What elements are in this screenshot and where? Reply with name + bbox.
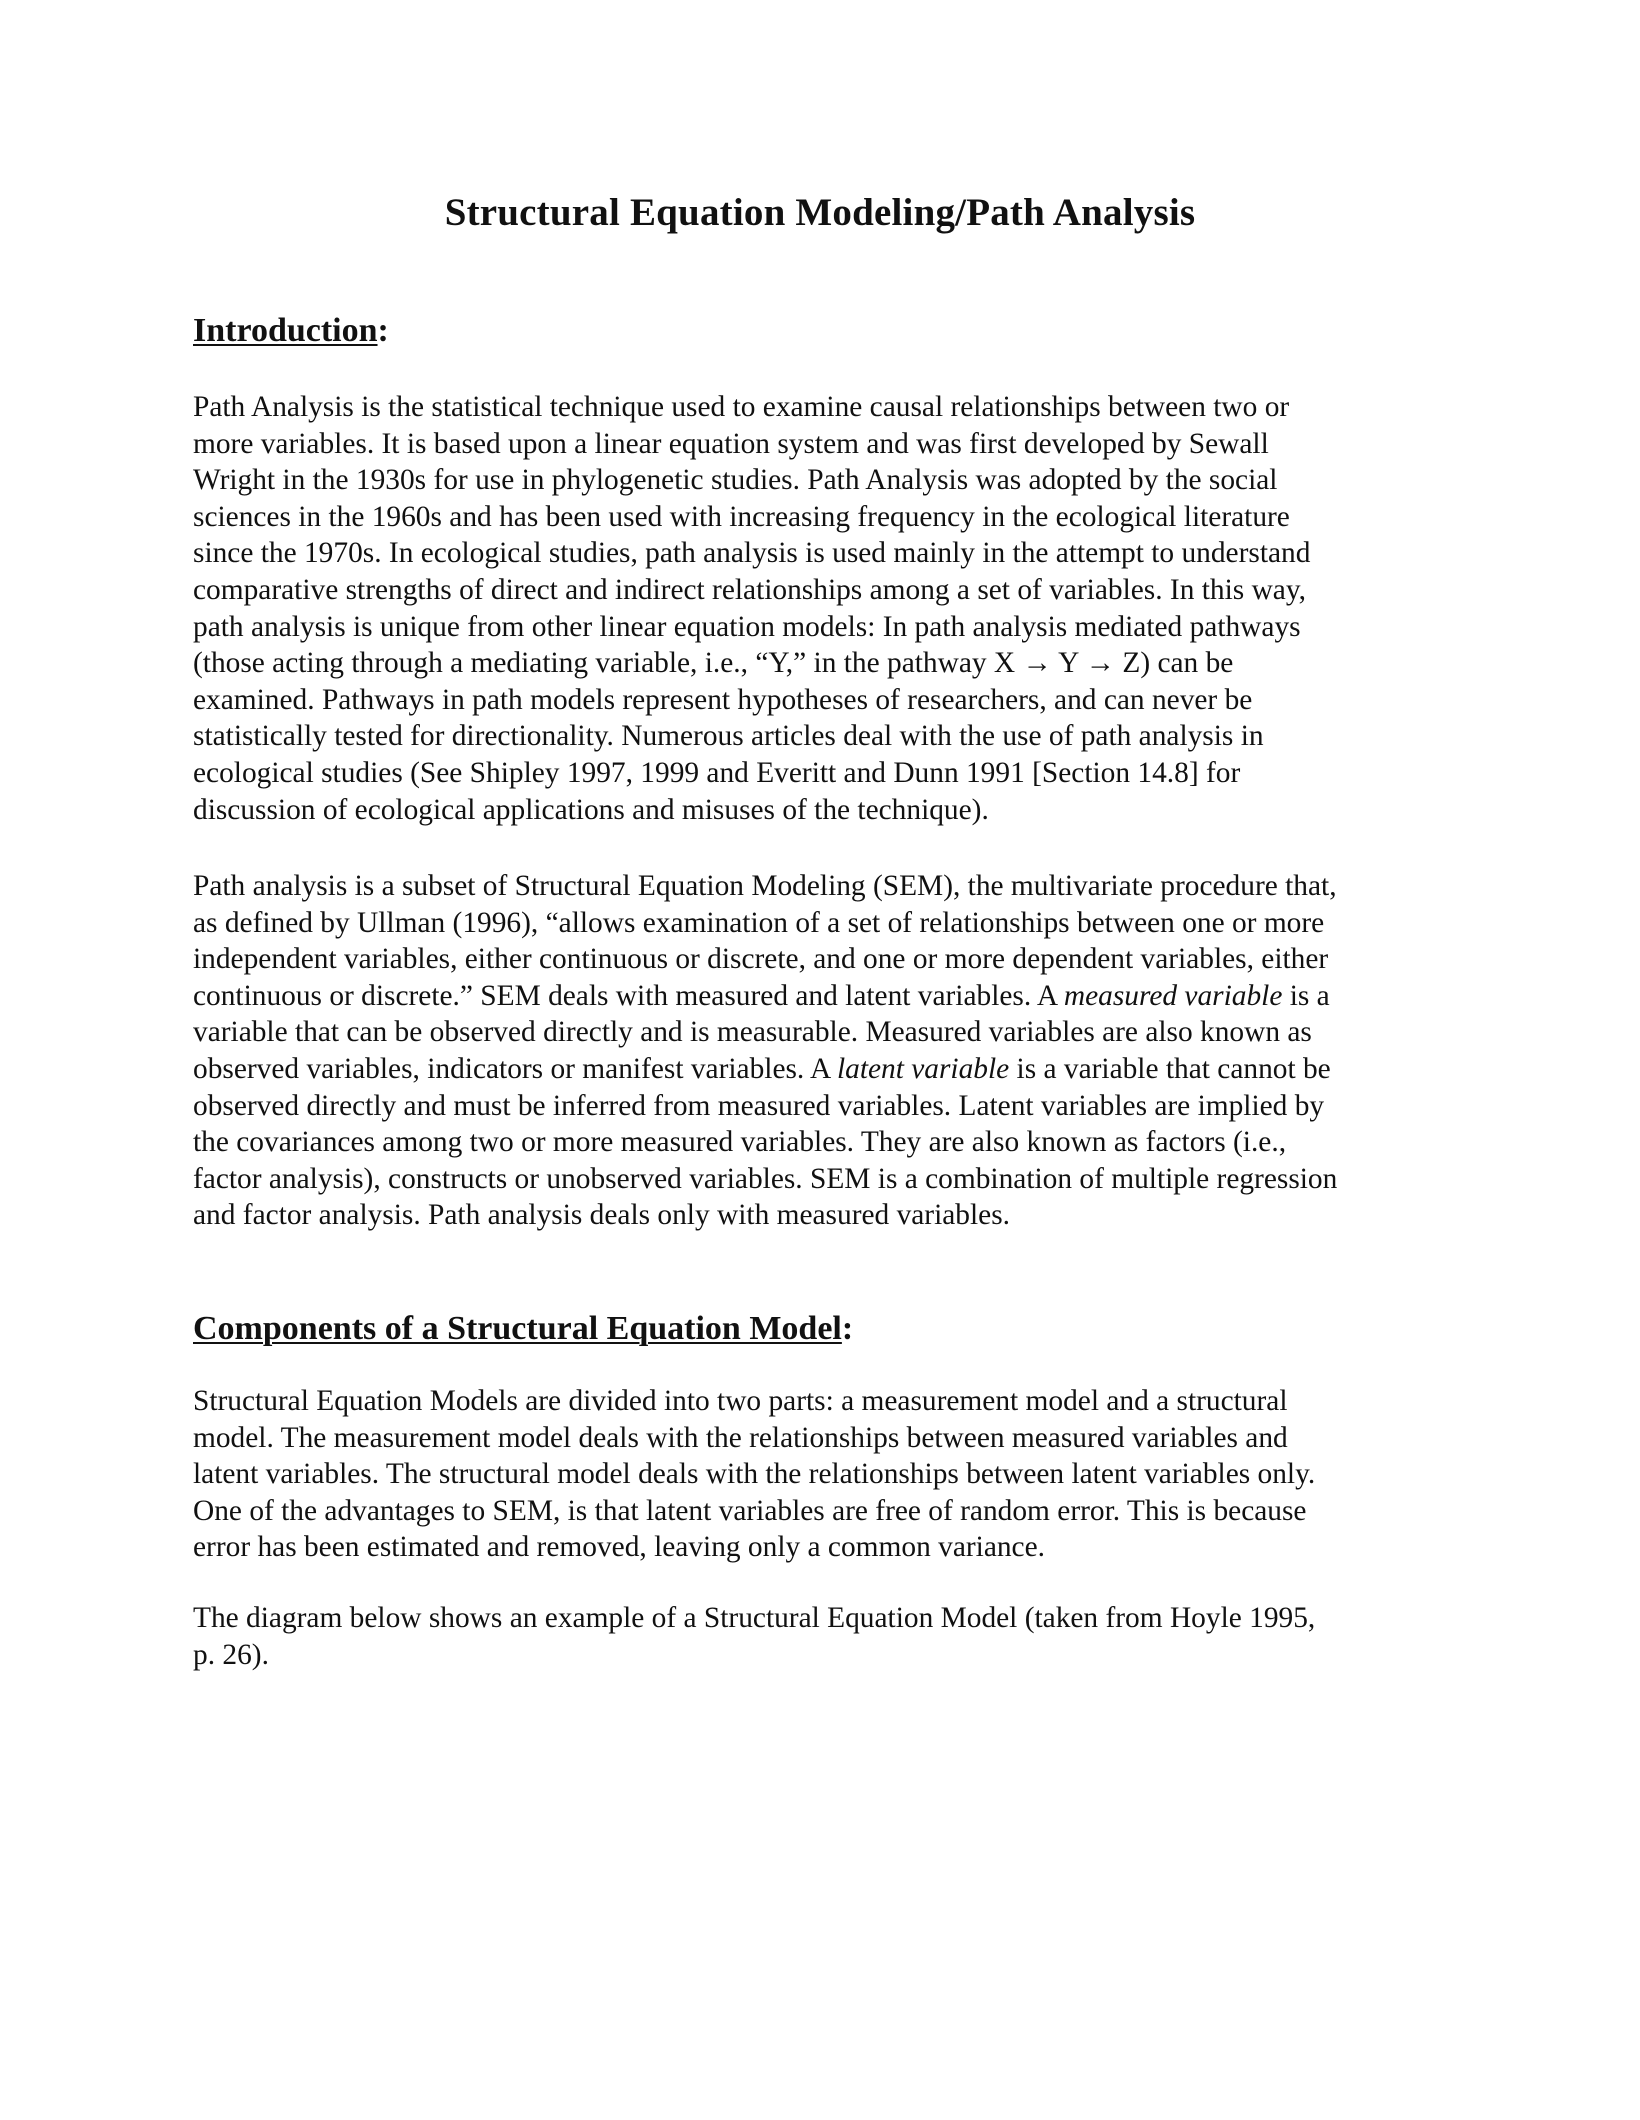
text-line: p. 26). <box>193 1638 269 1671</box>
italic-term-measured-variable: measured variable <box>1063 979 1283 1012</box>
text-run: continuous or discrete.” SEM deals with measured and latent variables. A <box>193 979 1064 1012</box>
italic-term-latent-variable: latent variable <box>836 1052 1010 1085</box>
paragraph-intro-2 <box>193 868 1447 1234</box>
paragraph-components-1 <box>193 1383 1447 1566</box>
text-line: Path analysis is a subset of Structural Equation Modeling (SEM), the multivariate procedure that, <box>193 870 1337 902</box>
paragraph-components-2 <box>193 1600 1447 1673</box>
text-line: The diagram below shows an example of a Structural Equation Model (taken from Hoyle 1995, <box>193 1602 1316 1634</box>
text-line: as defined by Ullman (1996), “allows examination of a set of relationships between one or more <box>193 906 1325 939</box>
text-line: (those acting through a mediating variable, i.e., “Y,” in the pathway X → Y → Z) can be <box>193 647 1234 680</box>
text-line: Wright in the 1930s for use in phylogenetic studies. Path Analysis was adopted by the social <box>193 464 1278 497</box>
text-line <box>193 978 1447 1015</box>
paragraph-intro-1 <box>193 389 1447 828</box>
text-line: path analysis is unique from other linear equation models: In path analysis mediated pathways <box>193 610 1301 643</box>
text-line: independent variables, either continuous or discrete, and one or more dependent variables, either <box>193 943 1329 976</box>
text-line: error has been estimated and removed, leaving only a common variance. <box>193 1531 1045 1564</box>
text-run: is a variable that cannot be <box>1009 1052 1331 1085</box>
section-heading-introduction <box>193 312 389 350</box>
text-line <box>193 1051 1447 1088</box>
text-line: Path Analysis is the statistical technique used to examine causal relationships between two or <box>193 391 1290 423</box>
text-line: discussion of ecological applications and misuses of the technique). <box>193 793 989 826</box>
section-heading-colon: : <box>377 312 389 349</box>
text-run: observed variables, indicators or manifest variables. A <box>193 1052 837 1085</box>
section-heading-colon: : <box>841 1310 854 1347</box>
text-line: ecological studies (See Shipley 1997, 1999 and Everitt and Dunn 1991 [Section 14.8] for <box>193 756 1241 789</box>
text-line: Structural Equation Models are divided into two parts: a measurement model and a structural <box>193 1385 1288 1417</box>
text-line: since the 1970s. In ecological studies, path analysis is used mainly in the attempt to understand <box>193 537 1311 570</box>
section-heading-text: Components of a Structural Equation Model <box>193 1310 842 1347</box>
text-line: observed directly and must be inferred from measured variables. Latent variables are implied by <box>193 1089 1325 1122</box>
section-heading-components <box>193 1310 853 1348</box>
text-line: model. The measurement model deals with the relationships between measured variables and <box>193 1421 1288 1454</box>
text-line: variable that can be observed directly and is measurable. Measured variables are also known as <box>193 1016 1312 1049</box>
text-line: examined. Pathways in path models represent hypotheses of researchers, and can never be <box>193 683 1253 716</box>
text-line: sciences in the 1960s and has been used with increasing frequency in the ecological literature <box>193 500 1290 533</box>
text-run: is a <box>1282 979 1330 1012</box>
text-line: factor analysis), constructs or unobserved variables. SEM is a combination of multiple regression <box>193 1162 1338 1195</box>
text-line: One of the advantages to SEM, is that latent variables are free of random error. This is because <box>193 1494 1307 1527</box>
text-line: the covariances among two or more measured variables. They are also known as factors (i.e., <box>193 1126 1287 1159</box>
text-line: latent variables. The structural model deals with the relationships between latent variables only. <box>193 1458 1316 1491</box>
document-title: Structural Equation Modeling/Path Analysis <box>444 191 1196 234</box>
section-heading-text: Introduction <box>193 312 378 349</box>
text-line: statistically tested for directionality. Numerous articles deal with the use of path analysis in <box>193 720 1264 753</box>
text-line: comparative strengths of direct and indirect relationships among a set of variables. In this way, <box>193 573 1306 606</box>
text-line: and factor analysis. Path analysis deals only with measured variables. <box>193 1199 1010 1232</box>
text-line: more variables. It is based upon a linear equation system and was first developed by Sewall <box>193 427 1269 460</box>
